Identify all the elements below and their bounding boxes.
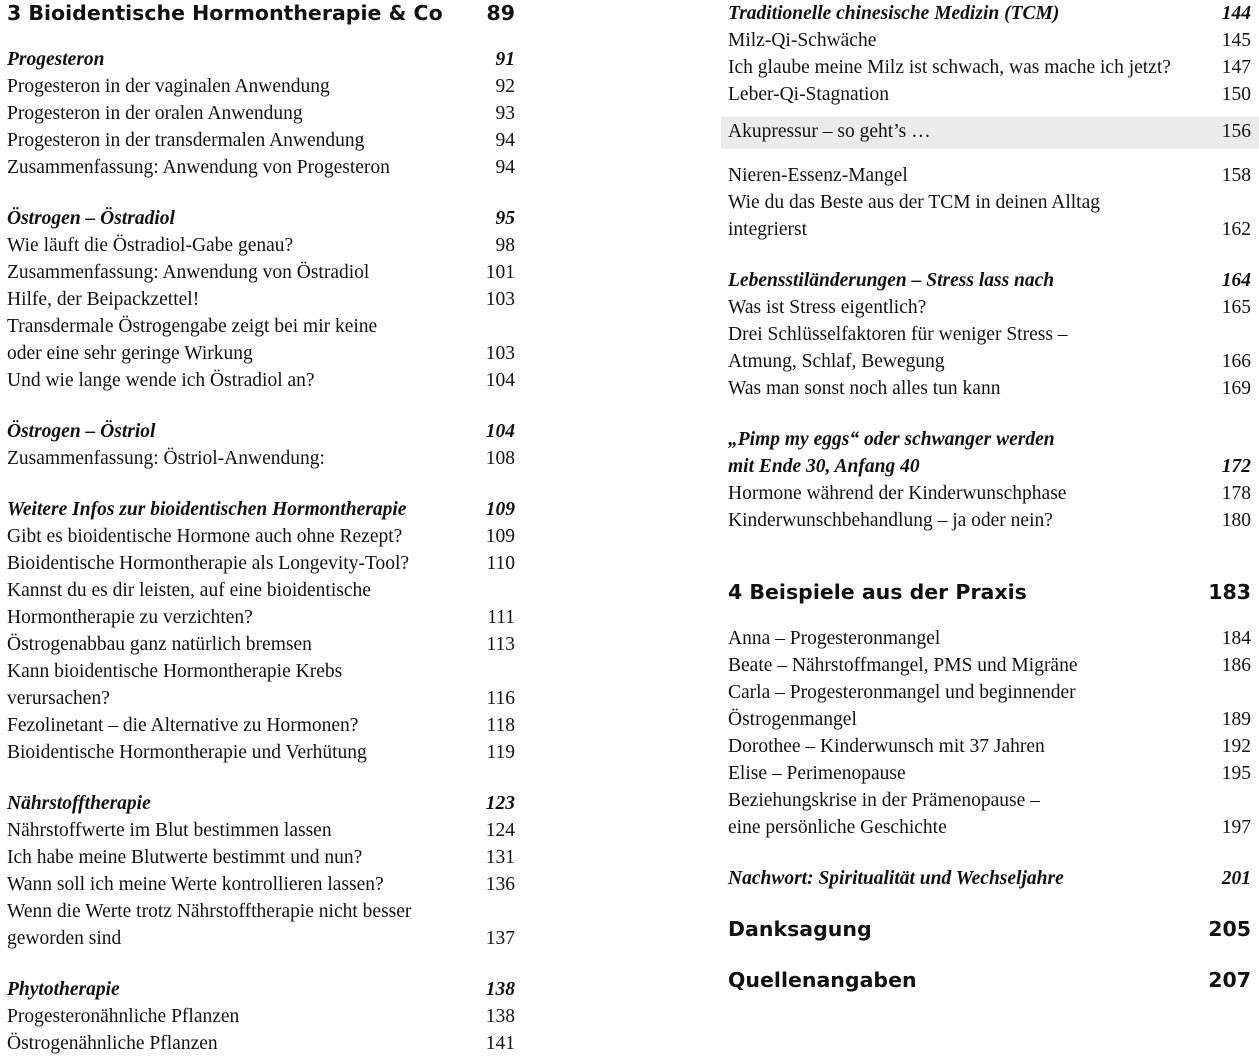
entry-title: Kinderwunschbehandlung – ja oder nein? xyxy=(728,510,1053,531)
page-number: 111 xyxy=(487,607,515,628)
page-number: 169 xyxy=(1221,378,1251,399)
toc-entry[interactable] xyxy=(7,658,515,712)
toc-entry[interactable] xyxy=(728,480,1251,507)
entry-title-line1: Wie du das Beste aus der TCM in deinen Alltag xyxy=(728,192,1100,213)
page-number: 91 xyxy=(495,49,515,70)
page-number: 103 xyxy=(485,343,515,364)
toc-entry[interactable] xyxy=(728,787,1251,841)
entry-title-line1: Transdermale Östrogengabe zeigt bei mir keine xyxy=(7,316,378,337)
page-number: 104 xyxy=(485,370,515,391)
entry-title: Bioidentische Hormontherapie und Verhütung xyxy=(7,742,367,763)
page-number: 162 xyxy=(1221,219,1251,240)
page-number: 195 xyxy=(1221,763,1251,784)
page-number: 178 xyxy=(1221,483,1251,504)
page-number: 184 xyxy=(1221,628,1251,649)
entry-title: Beate – Nährstoffmangel, PMS und Migräne xyxy=(728,655,1078,676)
chapter-heading[interactable] xyxy=(728,967,1251,994)
chapter-title: Quellenangaben xyxy=(728,968,917,992)
toc-right-column xyxy=(728,0,1251,994)
entry-title-line2: Atmung, Schlaf, Bewegung xyxy=(728,351,945,372)
page-number: 104 xyxy=(485,421,515,442)
page-number: 141 xyxy=(485,1033,515,1054)
chapter-title: Danksagung xyxy=(728,917,872,941)
entry-title-line1: Kannst du es dir leisten, auf eine bioidentische xyxy=(7,580,371,601)
page-number: 109 xyxy=(485,526,515,547)
page-number: 94 xyxy=(495,130,515,151)
chapter-heading[interactable] xyxy=(7,0,515,27)
entry-title: Östrogenabbau ganz natürlich bremsen xyxy=(7,634,312,655)
page-number: 109 xyxy=(485,499,515,520)
chapter-title: 4 Beispiele aus der Praxis xyxy=(728,580,1027,604)
page-number: 95 xyxy=(495,208,515,229)
page-number: 94 xyxy=(495,157,515,178)
toc-entry-highlighted[interactable] xyxy=(728,118,1251,145)
toc-entry[interactable] xyxy=(7,127,515,154)
page-number: 186 xyxy=(1221,655,1251,676)
section-heading[interactable] xyxy=(728,267,1251,294)
page-number: 137 xyxy=(485,928,515,949)
entry-title: Wann soll ich meine Werte kontrollieren lassen? xyxy=(7,874,384,895)
entry-title: Progesteron in der transdermalen Anwendung xyxy=(7,130,365,151)
toc-entry[interactable] xyxy=(7,367,515,394)
entry-title: Elise – Perimenopause xyxy=(728,763,906,784)
toc-entry[interactable] xyxy=(728,27,1251,54)
entry-title-line2: Hormontherapie zu verzichten? xyxy=(7,607,253,628)
entry-title: Gibt es bioidentische Hormone auch ohne Rezept? xyxy=(7,526,403,547)
chapter-heading[interactable] xyxy=(728,916,1251,943)
toc-entry[interactable] xyxy=(7,898,515,952)
page-number: 101 xyxy=(485,262,515,283)
page-number: 165 xyxy=(1221,297,1251,318)
entry-title-line2: integrierst xyxy=(728,219,808,240)
page-number: 123 xyxy=(485,793,515,814)
toc-entry[interactable] xyxy=(728,625,1251,652)
toc-entry[interactable] xyxy=(7,73,515,100)
page-number: 156 xyxy=(1221,121,1251,142)
page-number: 183 xyxy=(1208,580,1251,604)
entry-title-line2: eine persönliche Geschichte xyxy=(728,817,947,838)
entry-title: Und wie lange wende ich Östradiol an? xyxy=(7,370,315,391)
entry-title: Weitere Infos zur bioidentischen Hormontherapie xyxy=(7,499,407,520)
toc-entry[interactable] xyxy=(728,679,1251,733)
entry-title: Hormone während der Kinderwunschphase xyxy=(728,483,1067,504)
page-number: 93 xyxy=(495,103,515,124)
toc-entry[interactable] xyxy=(7,1030,515,1057)
entry-title: Ich habe meine Blutwerte bestimmt und nun? xyxy=(7,847,363,868)
entry-title-line2: oder eine sehr geringe Wirkung xyxy=(7,343,253,364)
toc-entry[interactable] xyxy=(7,100,515,127)
page-number: 98 xyxy=(495,235,515,256)
entry-title: Milz-Qi-Schwäche xyxy=(728,30,877,51)
page-number: 180 xyxy=(1221,510,1251,531)
page-number: 116 xyxy=(486,688,515,709)
page-number: 89 xyxy=(486,1,515,25)
page-number: 166 xyxy=(1221,351,1251,372)
page-number: 103 xyxy=(485,289,515,310)
page-number: 205 xyxy=(1208,917,1251,941)
section-heading[interactable] xyxy=(728,426,1251,480)
toc-entry[interactable] xyxy=(728,652,1251,679)
section-heading[interactable] xyxy=(7,418,515,445)
section-heading[interactable] xyxy=(7,46,515,73)
page-number: 124 xyxy=(485,820,515,841)
toc-entry[interactable] xyxy=(7,286,515,313)
entry-title: Nährstofftherapie xyxy=(7,793,151,814)
entry-title: Östrogen – Östradiol xyxy=(7,208,175,229)
toc-entry[interactable] xyxy=(728,81,1251,108)
entry-title-line2: Östrogenmangel xyxy=(728,709,857,730)
page-number: 207 xyxy=(1208,968,1251,992)
page-number: 92 xyxy=(495,76,515,97)
section-heading[interactable] xyxy=(728,865,1251,892)
entry-title: Östrogenähnliche Pflanzen xyxy=(7,1033,218,1054)
entry-title-line2: geworden sind xyxy=(7,928,122,949)
page-number: 150 xyxy=(1221,84,1251,105)
toc-entry[interactable] xyxy=(7,550,515,577)
toc-entry[interactable] xyxy=(7,871,515,898)
entry-title: Was ist Stress eigentlich? xyxy=(728,297,927,318)
entry-title: Progesteronähnliche Pflanzen xyxy=(7,1006,240,1027)
page-number: 147 xyxy=(1221,57,1251,78)
section-heading[interactable] xyxy=(7,205,515,232)
toc-entry[interactable] xyxy=(7,313,515,367)
entry-title: Akupressur – so geht’s … xyxy=(728,121,931,142)
page-number: 144 xyxy=(1221,3,1251,24)
page-number: 136 xyxy=(485,874,515,895)
toc-entry[interactable] xyxy=(7,259,515,286)
entry-title: Bioidentische Hormontherapie als Longevity-Tool? xyxy=(7,553,410,574)
page-number: 172 xyxy=(1221,456,1251,477)
page-number: 110 xyxy=(486,553,515,574)
page-number: 164 xyxy=(1221,270,1251,291)
page-number: 119 xyxy=(486,742,515,763)
entry-title-line1: Drei Schlüsselfaktoren für weniger Stress – xyxy=(728,324,1068,345)
chapter-title: 3 Bioidentische Hormontherapie & Co xyxy=(7,1,443,25)
section-heading[interactable] xyxy=(7,790,515,817)
entry-title: Hilfe, der Beipackzettel! xyxy=(7,289,200,310)
toc-entry[interactable] xyxy=(7,154,515,181)
page-number: 113 xyxy=(486,634,515,655)
toc-entry[interactable] xyxy=(728,321,1251,375)
entry-title: Östrogen – Östriol xyxy=(7,421,156,442)
entry-title-line2: verursachen? xyxy=(7,688,110,709)
entry-title-line1: Kann bioidentische Hormontherapie Krebs xyxy=(7,661,343,682)
entry-title: Zusammenfassung: Anwendung von Progesteron xyxy=(7,157,390,178)
entry-title: Dorothee – Kinderwunsch mit 37 Jahren xyxy=(728,736,1045,757)
entry-title: Zusammenfassung: Östriol-Anwendung: xyxy=(7,448,325,469)
section-heading[interactable] xyxy=(7,976,515,1003)
entry-title-line1: Carla – Progesteronmangel und beginnender xyxy=(728,682,1076,703)
toc-entry[interactable] xyxy=(7,739,515,766)
page-number: 189 xyxy=(1221,709,1251,730)
toc-entry[interactable] xyxy=(7,712,515,739)
entry-title: Nährstoffwerte im Blut bestimmen lassen xyxy=(7,820,332,841)
entry-title-line1: Wenn die Werte trotz Nährstofftherapie nicht besser xyxy=(7,901,412,922)
entry-title: Wie läuft die Östradiol-Gabe genau? xyxy=(7,235,294,256)
entry-title: Lebensstiländerungen – Stress lass nach xyxy=(728,270,1055,291)
entry-title: Nachwort: Spiritualität und Wechseljahre xyxy=(728,868,1064,889)
toc-entry[interactable] xyxy=(7,577,515,631)
page-number: 108 xyxy=(485,448,515,469)
section-heading[interactable] xyxy=(7,496,515,523)
toc-entry[interactable] xyxy=(7,817,515,844)
page-number: 138 xyxy=(485,1006,515,1027)
toc-entry[interactable] xyxy=(728,294,1251,321)
page-number: 145 xyxy=(1221,30,1251,51)
toc-entry[interactable] xyxy=(728,507,1251,534)
entry-title: Leber-Qi-Stagnation xyxy=(728,84,889,105)
chapter-heading[interactable] xyxy=(728,579,1251,606)
entry-title: Nieren-Essenz-Mangel xyxy=(728,165,908,186)
page-number: 201 xyxy=(1221,868,1251,889)
page-number: 131 xyxy=(485,847,515,868)
toc-entry[interactable] xyxy=(728,162,1251,189)
entry-title: Traditionelle chinesische Medizin (TCM) xyxy=(728,3,1060,24)
entry-title: Progesteron in der oralen Anwendung xyxy=(7,103,303,124)
entry-title: Zusammenfassung: Anwendung von Östradiol xyxy=(7,262,370,283)
toc-entry[interactable] xyxy=(7,445,515,472)
toc-entry[interactable] xyxy=(728,375,1251,402)
toc-entry[interactable] xyxy=(728,189,1251,243)
page-number: 118 xyxy=(486,715,515,736)
entry-title: Progesteron in der vaginalen Anwendung xyxy=(7,76,330,97)
toc-entry[interactable] xyxy=(7,1003,515,1030)
entry-title-line2: mit Ende 30, Anfang 40 xyxy=(728,456,920,477)
toc-entry[interactable] xyxy=(7,631,515,658)
toc-entry[interactable] xyxy=(7,844,515,871)
entry-title: Fezolinetant – die Alternative zu Hormonen? xyxy=(7,715,359,736)
page-number: 158 xyxy=(1221,165,1251,186)
toc-left-column xyxy=(7,0,515,1057)
entry-title: Ich glaube meine Milz ist schwach, was mache ich jetzt? xyxy=(728,57,1171,78)
entry-title-line1: „Pimp my eggs“ oder schwanger werden xyxy=(728,429,1055,450)
page-number: 197 xyxy=(1221,817,1251,838)
entry-title: Anna – Progesteronmangel xyxy=(728,628,941,649)
entry-title: Was man sonst noch alles tun kann xyxy=(728,378,1001,399)
page-number: 192 xyxy=(1221,736,1251,757)
toc-entry[interactable] xyxy=(7,232,515,259)
page-number: 138 xyxy=(485,979,515,1000)
entry-title: Progesteron xyxy=(7,49,105,70)
toc-entry[interactable] xyxy=(728,54,1251,81)
entry-title-line1: Beziehungskrise in der Prämenopause – xyxy=(728,790,1040,811)
toc-entry[interactable] xyxy=(728,733,1251,760)
toc-entry[interactable] xyxy=(728,760,1251,787)
entry-title: Phytotherapie xyxy=(7,979,120,1000)
toc-entry[interactable] xyxy=(7,523,515,550)
section-heading[interactable] xyxy=(728,0,1251,27)
